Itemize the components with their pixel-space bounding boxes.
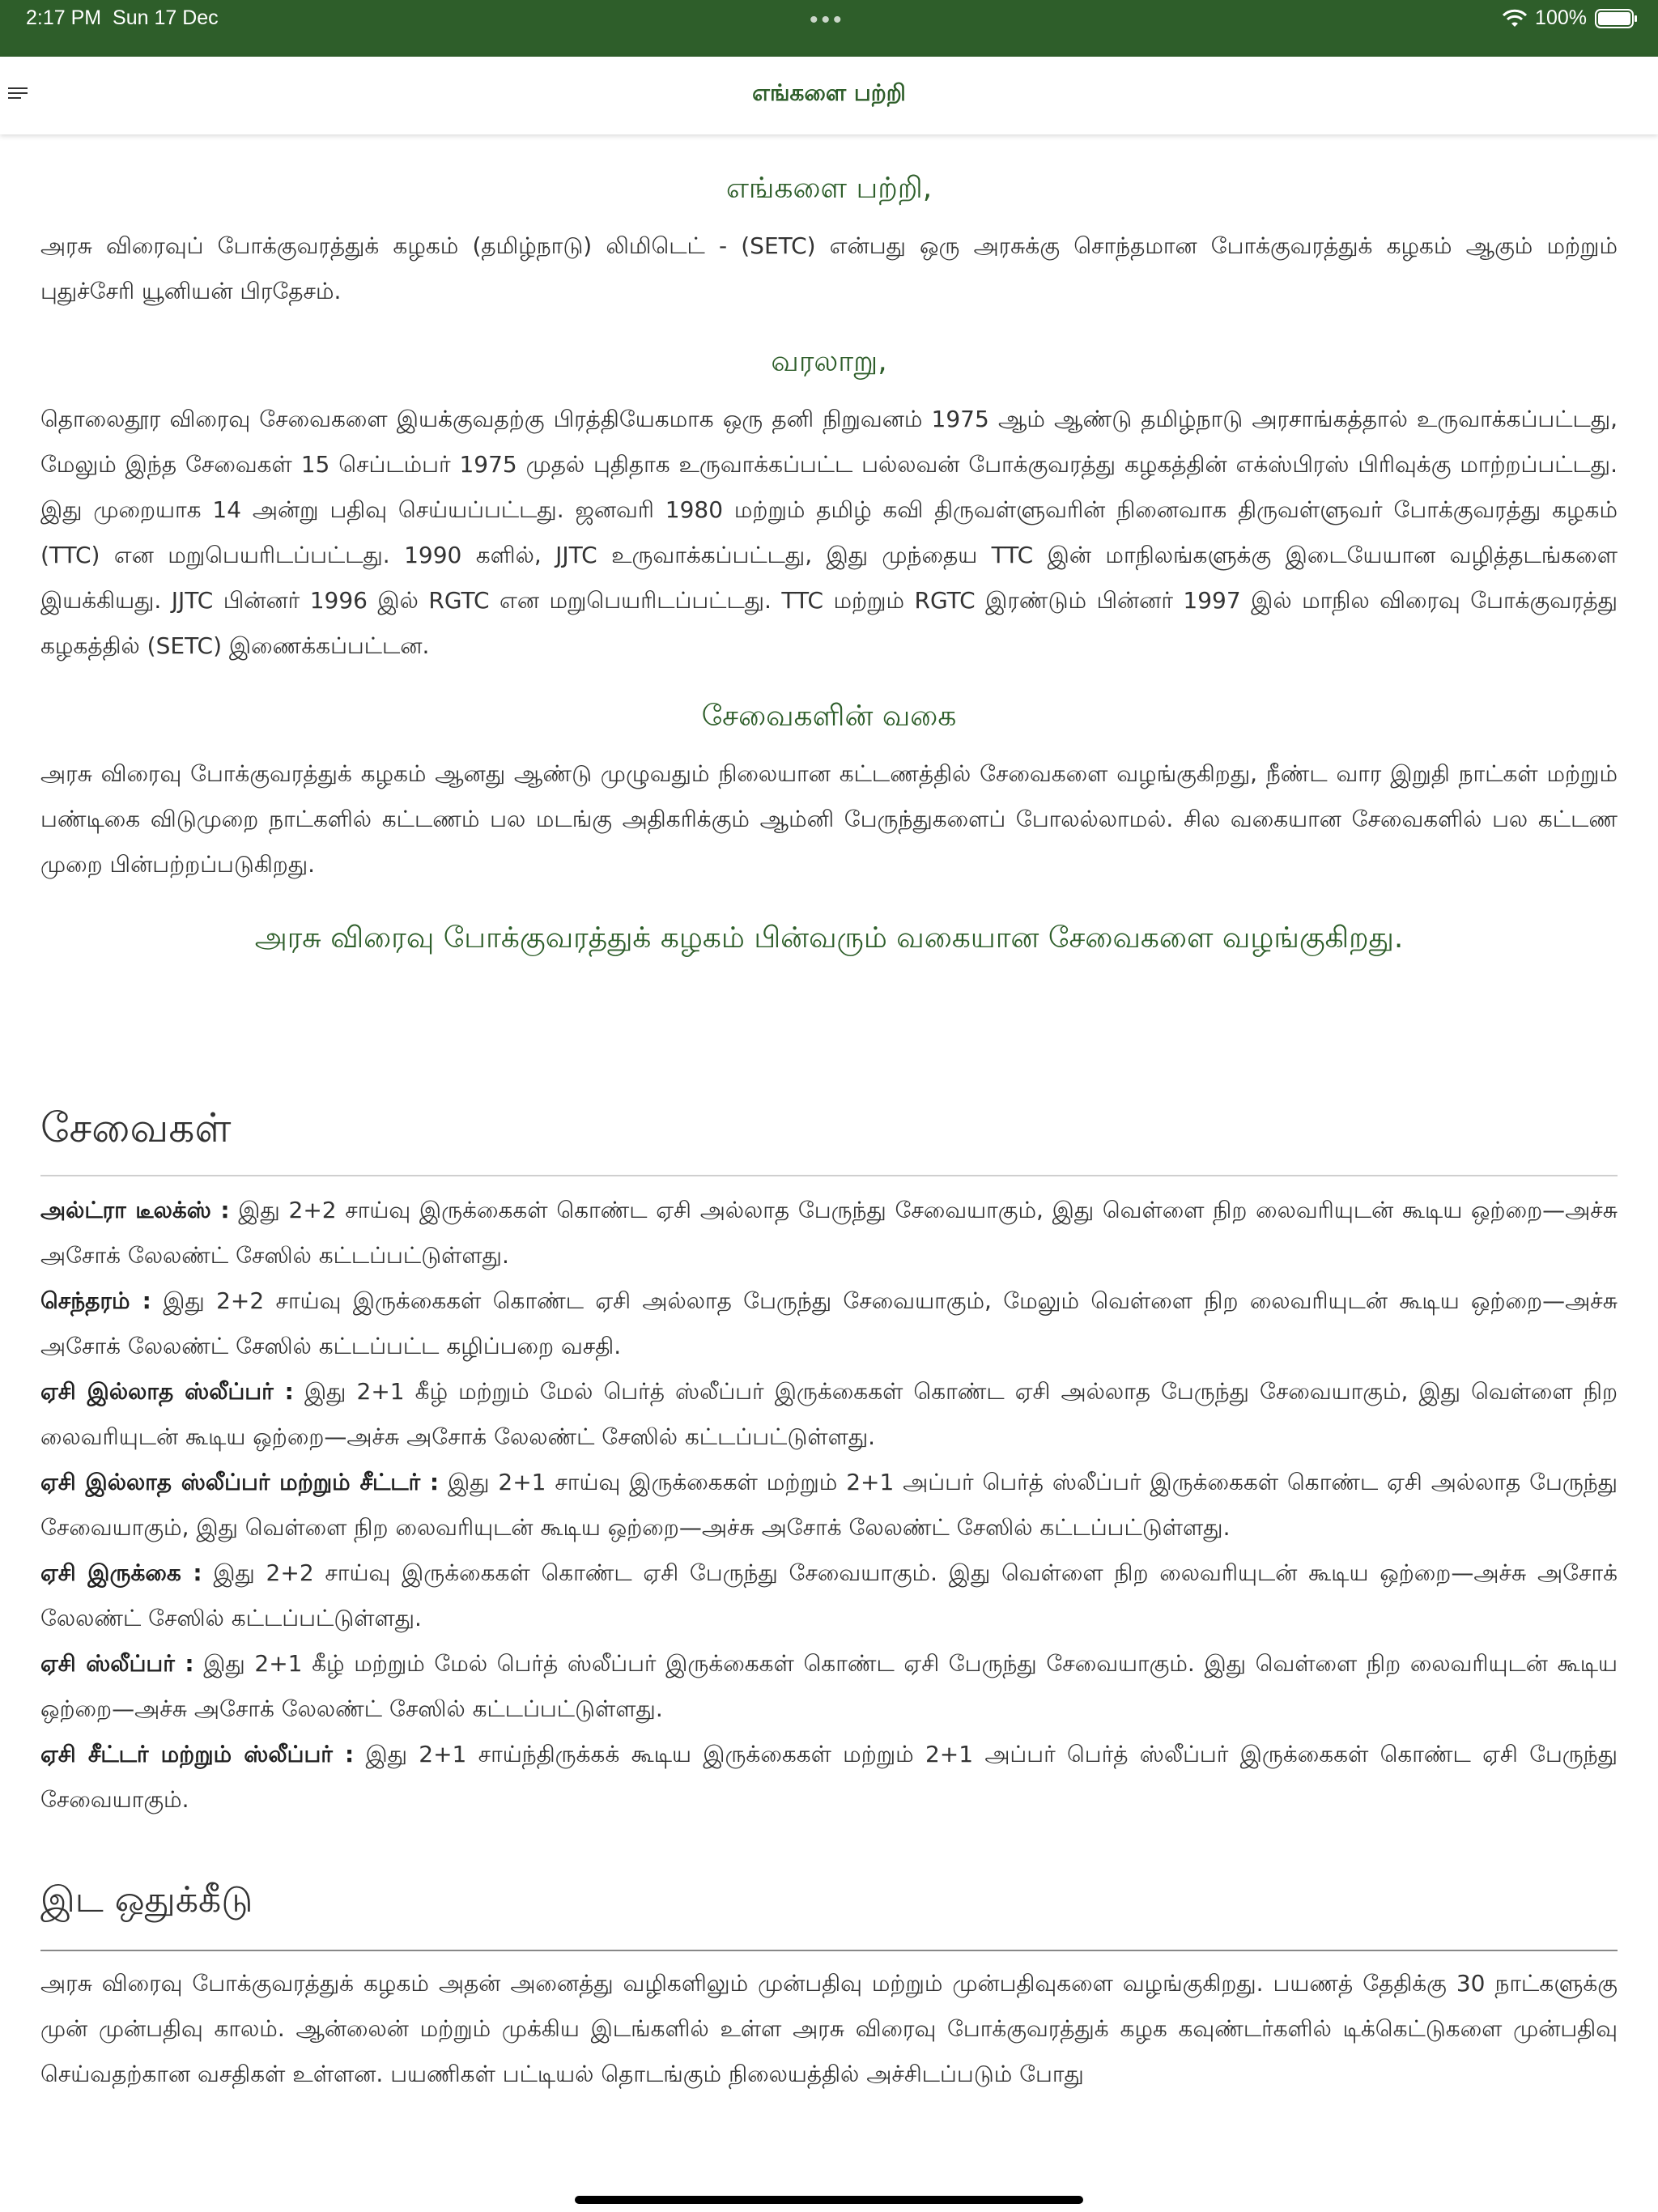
service-name: அல்ட்ரா டீலக்ஸ் : bbox=[40, 1197, 230, 1223]
service-name: ஏசி சீட்டர் மற்றும் ஸ்லீப்பர் : bbox=[40, 1741, 355, 1767]
history-text: தொலைதூர விரைவு சேவைகளை இயக்குவதற்கு பிரத்தியேகமாக ஒரு தனி நிறுவனம் 1975 ஆம் ஆண்டு தமிழ்நாடு அரசாங்கத்தால் உருவாக்கப்பட்டது, மேலும் இந்த சேவைகள் 15 செப்டம்பர் 1975 முதல் புதிதாக உருவாக்கப்பட்ட பல்லவன் போக்குவரத்து கழகத்தின் எக்ஸ்பிரஸ் பிரிவுக்கு மாற்றப்பட்டது. இது முறையாக 14 அன்று பதிவு செய்யப்பட்டது. ஜனவரி 1980 மற்றும் தமிழ் கவி திருவள்ளுவரின் நினைவாக திருவள்ளுவர் போக்குவரத்து கழகம் (TTC) என மறுபெயரிடப்பட்டது. 1990 களில், JJTC உருவாக்கப்பட்டது, இது முந்தைய TTC இன் மாநிலங்களுக்கு இடையேயான வழித்தடங்களை இயக்கியது. JJTC பின்னர் 1996 இல் RGTC என மறுபெயரிடப்பட்டது. TTC மற்றும் RGTC இரண்டும் பின்னர் 1997 இல் மாநில விரைவு போக்குவரத்து கழகத்தில் (SETC) இணைக்கப்பட்டன. bbox=[40, 406, 1618, 659]
list-item bbox=[40, 1551, 1618, 1641]
wifi-icon bbox=[1503, 9, 1527, 28]
service-desc: இது 2+2 சாய்வு இருக்கைகள் கொண்ட ஏசி அல்லாத பேருந்து சேவையாகும், மேலும் வெள்ளை நிற லைவரியுடன் கூடிய ஒற்றை—அச்சு அசோக் லேலண்ட் சேஸில் கட்டப்பட்ட கழிப்பறை வசதி. bbox=[40, 1287, 1618, 1359]
list-item bbox=[40, 1641, 1618, 1732]
services-list bbox=[40, 1188, 1618, 1823]
service-name: ஏசி ஸ்லீப்பர் : bbox=[40, 1650, 194, 1677]
list-item bbox=[40, 1460, 1618, 1551]
status-indicators bbox=[1503, 6, 1639, 30]
history-heading: வரலாறு, bbox=[771, 345, 887, 378]
service-types-text: அரசு விரைவு போக்குவரத்துக் கழகம் ஆனது ஆண்டு முழுவதும் நிலையான கட்டணத்தில் சேவைகளை வழங்குகிறது, நீண்ட வார இறுதி நாட்கள் மற்றும் பண்டிகை விடுமுறை நாட்களில் கட்டணம் பல மடங்கு அதிகரிக்கும் ஆம்னி பேருந்துகளைப் போலல்லாமல். சில வகையான சேவைகளில் பல கட்டண முறை பின்பற்றப்படுகிறது. bbox=[40, 760, 1618, 878]
main-content bbox=[40, 134, 1618, 2097]
list-item bbox=[40, 1732, 1618, 1823]
home-indicator[interactable] bbox=[575, 2196, 1083, 2204]
divider bbox=[40, 1175, 1618, 1176]
about-text: அரசு விரைவுப் போக்குவரத்துக் கழகம் (தமிழ்நாடு) லிமிடெட் - (SETC) என்பது ஒரு அரசுக்கு சொந்தமான போக்குவரத்துக் கழகம் ஆகும் மற்றும் புதுச்சேரி யூனியன் பிரதேசம். bbox=[40, 232, 1618, 304]
service-types-heading: சேவைகளின் வகை bbox=[701, 700, 957, 733]
service-name: ஏசி இருக்கை : bbox=[40, 1559, 202, 1586]
multitasking-dots[interactable]: ••• bbox=[810, 6, 845, 33]
reservation-text: அரசு விரைவு போக்குவரத்துக் கழகம் அதன் அனைத்து வழிகளிலும் முன்பதிவு மற்றும் முன்பதிவுகளை வழங்குகிறது. பயணத் தேதிக்கு 30 நாட்களுக்கு முன் முன்பதிவு காலம். ஆன்லைன் மற்றும் முக்கிய இடங்களில் உள்ள அரசு விரைவு போக்குவரத்துக் கழக கவுண்டர்களில் டிக்கெட்டுகளை முன்பதிவு செய்வதற்கான வசதிகள் உள்ளன. பயணிகள் பட்டியல் தொடங்கும் நிலையத்தில் அச்சிடப்படும் போது bbox=[40, 1970, 1618, 2087]
list-item bbox=[40, 1278, 1618, 1369]
service-name: ஏசி இல்லாத ஸ்லீப்பர் மற்றும் சீட்டர் : bbox=[40, 1469, 440, 1495]
service-desc: இது 2+1 சாய்வு இருக்கைகள் மற்றும் 2+1 அப்பர் பெர்த் ஸ்லீப்பர் இருக்கைகள் கொண்ட ஏசி அல்லாத பேருந்து சேவையாகும், இது வெள்ளை நிற லைவரியுடன் கூடிய ஒற்றை—அச்சு அசோக் லேலண்ட் சேஸில் கட்டப்பட்டுள்ளது. bbox=[40, 1469, 1618, 1541]
service-desc: இது 2+2 சாய்வு இருக்கைகள் கொண்ட ஏசி அல்லாத பேருந்து சேவையாகும், இது வெள்ளை நிற லைவரியுடன் கூடிய ஒற்றை—அச்சு அசோக் லேலண்ட் சேஸில் கட்டப்பட்டுள்ளது. bbox=[40, 1197, 1618, 1269]
reservation-heading: இட ஒதுக்கீடு bbox=[40, 1879, 253, 1921]
service-desc: இது 2+1 கீழ் மற்றும் மேல் பெர்த் ஸ்லீப்பர் இருக்கைகள் கொண்ட ஏசி அல்லாத பேருந்து சேவையாகும், இது வெள்ளை நிற லைவரியுடன் கூடிய ஒற்றை—அச்சு அசோக் லேலண்ட் சேஸில் கட்டப்பட்டுள்ளது. bbox=[40, 1378, 1618, 1450]
service-desc: இது 2+1 கீழ் மற்றும் மேல் பெர்த் ஸ்லீப்பர் இருக்கைகள் கொண்ட ஏசி பேருந்து சேவையாகும். இது வெள்ளை நிற லைவரியுடன் கூடிய ஒற்றை—அச்சு அசோக் லேலண்ட் சேஸில் கட்டப்பட்டுள்ளது. bbox=[40, 1650, 1618, 1722]
battery-percent: 100% bbox=[1535, 6, 1587, 29]
status-time: 2:17 PM Sun 17 Dec bbox=[26, 6, 219, 29]
service-types-subheading: அரசு விரைவு போக்குவரத்துக் கழகம் பின்வரும் வகையான சேவைகளை வழங்குகிறது. bbox=[254, 921, 1404, 955]
status-bar bbox=[0, 0, 1658, 57]
divider bbox=[40, 1950, 1618, 1951]
service-desc: இது 2+2 சாய்வு இருக்கைகள் கொண்ட ஏசி பேருந்து சேவையாகும். இது வெள்ளை நிற லைவரியுடன் கூடிய ஒற்றை—அச்சு அசோக் லேலண்ட் சேஸில் கட்டப்பட்டுள்ளது. bbox=[40, 1559, 1618, 1631]
about-heading: எங்களை பற்றி, bbox=[725, 172, 933, 205]
battery-icon bbox=[1595, 8, 1639, 29]
nav-bar bbox=[0, 57, 1658, 134]
service-name: செந்தரம் : bbox=[40, 1287, 151, 1314]
service-name: ஏசி இல்லாத ஸ்லீப்பர் : bbox=[40, 1378, 294, 1405]
service-desc: இது 2+1 சாய்ந்திருக்கக் கூடிய இருக்கைகள் மற்றும் 2+1 அப்பர் பெர்த் ஸ்லீப்பர் இருக்கைகள் கொண்ட ஏசி பேருந்து சேவையாகும். bbox=[40, 1741, 1618, 1813]
list-item bbox=[40, 1369, 1618, 1460]
page-title: எங்களை பற்றி bbox=[752, 79, 906, 106]
services-heading: சேவைகள் bbox=[40, 1104, 232, 1151]
list-item bbox=[40, 1188, 1618, 1278]
